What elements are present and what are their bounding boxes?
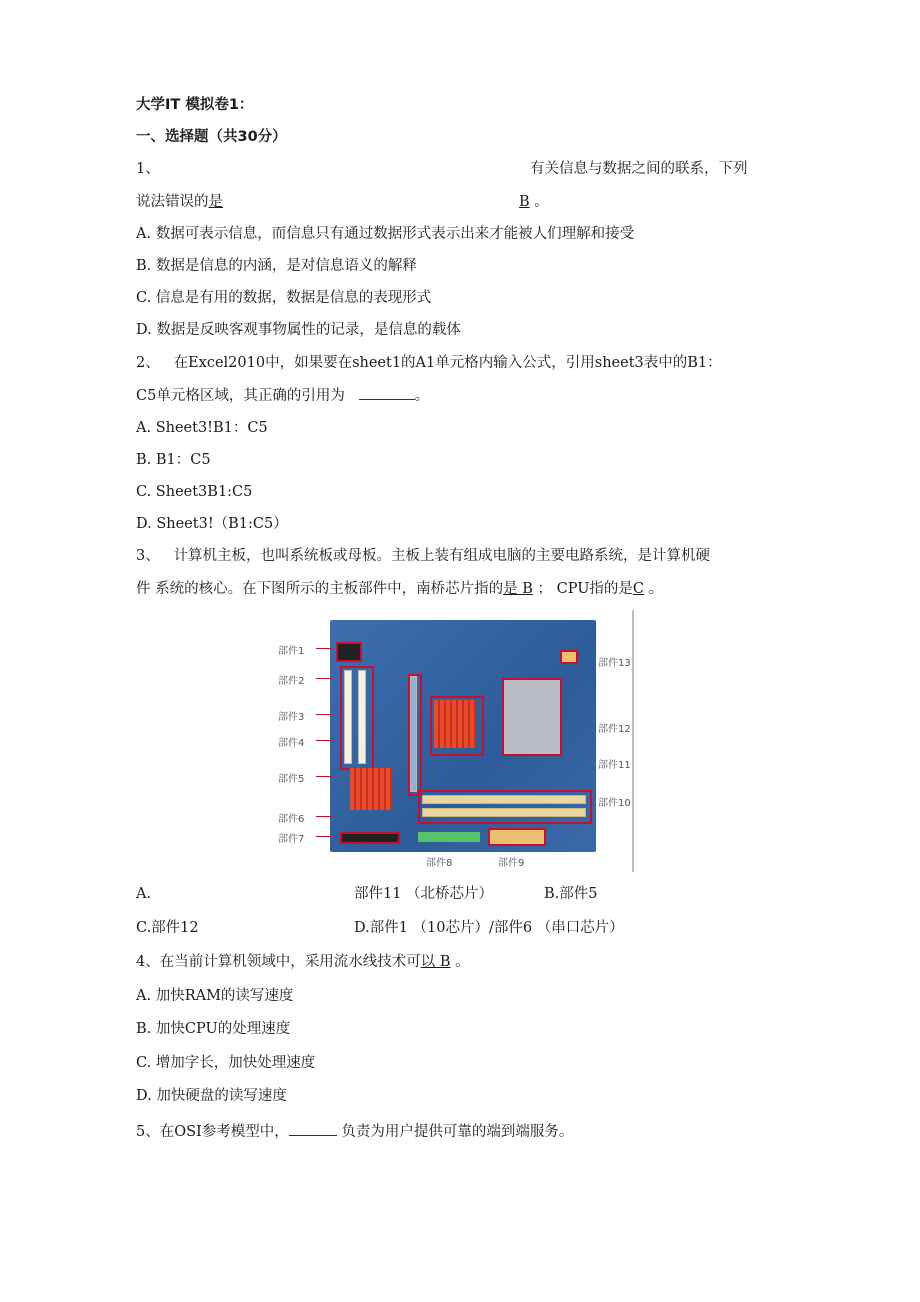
q3-answer-cpu: C — [632, 581, 645, 597]
section-heading: 一、选择题（共30分） — [136, 129, 287, 145]
q1-stem-line1: 有关信息与数据之间的联系，下列 — [530, 161, 748, 177]
q2-stem-line2: C5单元格区域，其正确的引用为 。 — [136, 385, 429, 406]
q4-option-d: D. 加快硬盘的读写速度 — [136, 1088, 287, 1104]
motherboard-image — [330, 620, 596, 852]
label-part13: 部件13 — [598, 658, 631, 669]
label-part4: 部件4 — [278, 738, 305, 749]
q1-option-b: B. 数据是信息的内涵，是对信息语义的解释 — [136, 258, 417, 274]
q3-option-a: 部件11 （北桥芯片） — [354, 886, 494, 902]
q2-option-c: C. Sheet3B1:C5 — [136, 484, 253, 500]
label-part11: 部件11 — [598, 760, 631, 771]
q2-option-a: A. Sheet3!B1：C5 — [136, 420, 268, 436]
q4-option-b: B. 加快CPU的处理速度 — [136, 1021, 291, 1037]
q2-option-b: B. B1：C5 — [136, 452, 211, 468]
q3-option-c: C.部件12 — [136, 920, 199, 936]
q1-option-d: D. 数据是反映客观事物属性的记录，是信息的载体 — [136, 322, 461, 338]
q2-stem-line1: 2、 在Excel2010中，如果要在sheet1的A1单元格内输入公式，引用sheet3表中的B1： — [136, 355, 722, 371]
label-part3: 部件3 — [278, 712, 305, 723]
q1-answer: B — [519, 194, 530, 210]
q3-option-a-letter: A. — [136, 886, 152, 902]
q4-answer: 以 B — [420, 954, 451, 970]
label-part12: 部件12 — [598, 724, 631, 735]
label-part9: 部件9 — [498, 858, 525, 869]
q1-number: 1、 — [136, 161, 160, 177]
label-part10: 部件10 — [598, 798, 631, 809]
q3-option-d: D.部件1 （10芯片）/部件6 （串口芯片） — [354, 920, 624, 936]
label-part7: 部件7 — [278, 834, 305, 845]
q3-stem-line1: 3、 计算机主板，也叫系统板或母板。主板上装有组成电脑的主要电路系统，是计算机硬 — [136, 548, 711, 564]
q5-answer-blank — [289, 1121, 337, 1136]
motherboard-figure — [276, 610, 634, 872]
q1-stem-underlined: 是 B — [208, 194, 530, 210]
label-part1: 部件1 — [278, 646, 305, 657]
q4-option-c: C. 增加字长，加快处理速度 — [136, 1055, 316, 1071]
label-part6: 部件6 — [278, 814, 305, 825]
q2-answer-blank — [359, 385, 415, 400]
q1-option-a: A. 数据可表示信息，而信息只有通过数据形式表示出来才能被人们理解和接受 — [136, 226, 635, 242]
q3-stem-line2: 件 系统的核心。在下图所示的主板部件中，南桥芯片指的是 B ； CPU指的是C 。 — [136, 581, 664, 597]
label-part5: 部件5 — [278, 774, 305, 785]
q3-option-b: B.部件5 — [544, 886, 598, 902]
q1-stem-prefix: 说法错误的 — [136, 194, 209, 210]
q4-option-a: A. 加快RAM的读写速度 — [136, 988, 294, 1004]
q2-option-d: D. Sheet3!（B1:C5） — [136, 516, 288, 532]
q3-answer-south-bridge: 是 B — [503, 581, 533, 597]
q5-stem: 5、在OSI参考模型中， 负责为用户提供可靠的端到端服务。 — [136, 1121, 573, 1142]
q1-stem-line2: 说法错误的是 B 。 — [136, 194, 549, 210]
q4-stem: 4、在当前计算机领域中，采用流水线技术可以 B 。 — [136, 954, 470, 970]
figure-border-line — [632, 610, 634, 872]
document-title: 大学IT 模拟卷1： — [136, 97, 254, 113]
label-part8: 部件8 — [426, 858, 453, 869]
q1-option-c: C. 信息是有用的数据，数据是信息的表现形式 — [136, 290, 432, 306]
label-part2: 部件2 — [278, 676, 305, 687]
